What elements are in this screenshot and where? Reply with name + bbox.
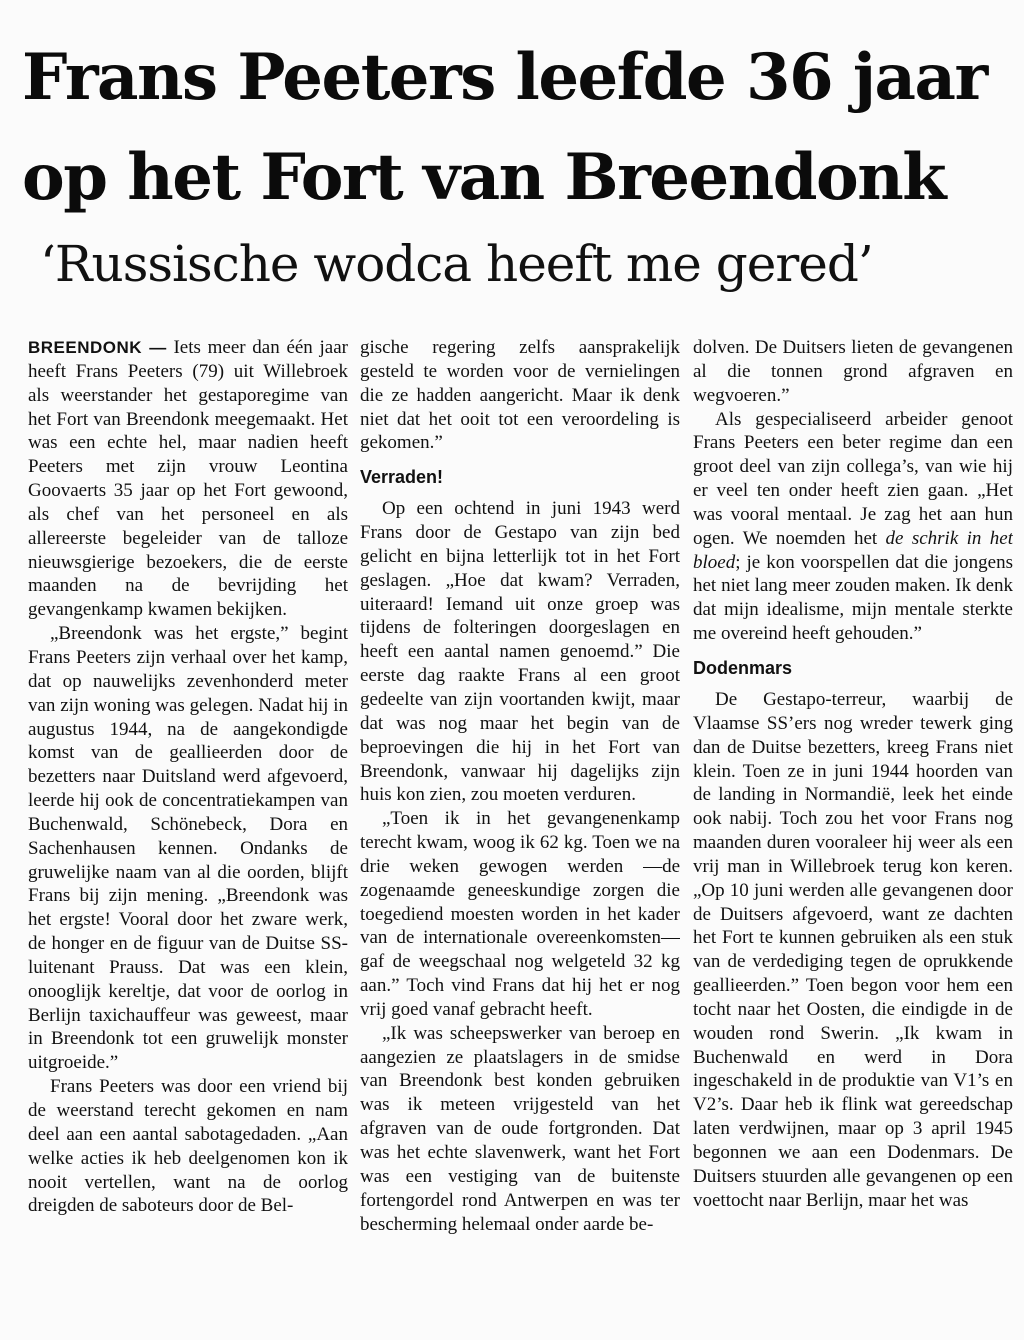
paragraph-text: Iets meer dan één jaar heeft Frans Peeters (79) uit Willebroek als weerstander het gestaporegime van het Fort van Breendonk meegemaakt. Het was een echte hel, maar nadien heeft Peeters met zijn vrouw Leontina Goovaerts 35 jaar op het Fort gewoond, als chef van het personeel en als allereerste begeleider van de talloze nieuwsgierige bezoekers, die de eerste maanden na de bevrijding het gevangenkamp kwamen bekijken. [28,337,348,621]
paragraph [28,336,348,622]
paragraph: „Toen ik in het gevangenenkamp terecht kwam, woog ik 62 kg. Toen we na drie weken gewogen werden —de zogenaamde geneeskundige zorgen die toegediend moesten worden in het kader van de internationale overeenkomsten— gaf de weegschaal nog welgeteld 32 kg aan.” Toch vind Frans dat hij het er nog vrij goed vanaf gebracht heeft. [360,808,680,1020]
column-2 [360,336,680,1336]
paragraph: De Gestapo-terreur, waarbij de Vlaamse SS’ers nog wreder tewerk ging dan de Duitse bezetters, kreeg Frans niet klein. Toen ze in juni 1944 hoorden van de landing in Normandië, leek het einde ook nabij. Toch zou het voor Frans nog maanden duren vooraleer hij weer als een vrij man in Willebroek terug kon keren. „Op 10 juni werden alle gevangenen door de Duitsers afgevoerd, want ze dachten het Fort te kunnen gebruiken als een stuk van de verdediging tegen de oprukkende geallieerden.” Toen begon voor hem een tocht naar het Oosten, die eindigde in de wouden rond Swerin. „Ik kwam in Buchenwald en werd in Dora ingeschakeld in de produktie van V1’s en V2’s. Daar heb ik flink wat gereedschap laten verdwijnen, maar op 3 april 1945 begonnen we aan een Dodenmars. De Duitsers stuurden alle gevangenen op een voettocht naar Berlijn, maar het was [693,688,1013,1211]
paragraph: Frans Peeters was door een vriend bij de weerstand terecht gekomen en nam deel aan een aantal sabotagedaden. „Aan welke acties ik heb deelgenomen kon ik nooit vertellen, want na de oorlog dreigden de saboteurs door de Bel- [28,1076,348,1217]
column-1 [28,336,348,1336]
paragraph: „Breendonk was het ergste,” begint Frans Peeters zijn verhaal over het kamp, dat op nauwelijks zevenhonderd meter van zijn woning was gelegen. Nadat hij in augustus 1944, na de aangekondigde komst van de geallieerden door de bezetters naar Duitsland werd afgevoerd, leerde hij ook de concentratiekampen van Buchenwald, Schönebeck, Dora en Sachenhausen kennen. Ondanks de gruwelijke naam van al die oorden, blijft Frans bij zijn mening. „Breendonk was het ergste! Vooral door het zware werk, de honger en de figuur van de Duitse SS-luitenant Prauss. Dat was een klein, onooglijk kereltje, dat voor de oorlog in Berlijn taxichauffeur was geweest, maar in Breendonk tot een gruwelijk monster uitgroeide.” [28,623,348,1074]
headline [22,28,1012,228]
subheadline: ‘Russische wodca heeft me gered’ [40,235,873,293]
paragraph-text: Als gespecialiseerd arbeider genoot Frans Peeters een beter regime dan een groot deel van zijn collega’s, van wie hij er veel ten onder heeft zien gaan. „Het was vooral mentaal. Je zag het aan hun ogen. We noemden het [693,408,1013,549]
emphasis-text: de schrik in het bloed [693,527,1013,573]
dateline: BREENDONK — [28,338,167,357]
paragraph-text: ; je kon voorspellen dat die jongens het niet lang meer zouden maken. Ik denk dat mijn idealisme, mijn mentale sterkte me overeind heeft gehouden.” [693,551,1013,645]
section-heading-verraden: Verraden! [360,467,444,488]
paragraph: gische regering zelfs aansprakelijk gesteld te worden voor de vernielingen die ze hadden aangericht. Maar ik denk niet dat het ooit tot een veroordeling is gekomen.” [360,337,680,454]
paragraph [693,408,1013,646]
headline-line-1: Frans Peeters leefde 36 jaar [22,40,987,115]
headline-line-2: op het Fort van Breendonk [22,140,946,215]
section-heading-dodenmars: Dodenmars [693,657,793,678]
paragraph: Op een ochtend in juni 1943 werd Frans door de Gestapo van zijn bed gelicht en bijna letterlijk tot in het Fort geslagen. „Hoe dat kwam? Verraden, uiteraard! Iemand uit onze groep was tijdens de folteringen doorgeslagen en heeft een aantal namen genoemd.” Die eerste dag raakte Frans al een groot gedeelte van zijn voortanden kwijt, maar dat was nog maar het begin van de beproevingen die hij in het Fort van Breendonk, vanwaar hij dagelijks zijn huis kon zien, zou moeten verduren. [360,498,680,806]
paragraph: dolven. De Duitsers lieten de gevangenen al die tonnen grond afgraven en wegvoeren.” [693,337,1013,406]
paragraph: „Ik was scheepswerker van beroep en aangezien ze plaatslagers in de smidse van Breendonk best konden gebruiken was ik meteen vrijgesteld van het afgraven van de oude fortgronden. Dat was het echte slavenwerk, want het Fort was een vestiging van de buitenste fortengordel rond Antwerpen en was ter bescherming helemaal onder aarde be- [360,1022,680,1235]
column-3 [693,336,1013,1336]
